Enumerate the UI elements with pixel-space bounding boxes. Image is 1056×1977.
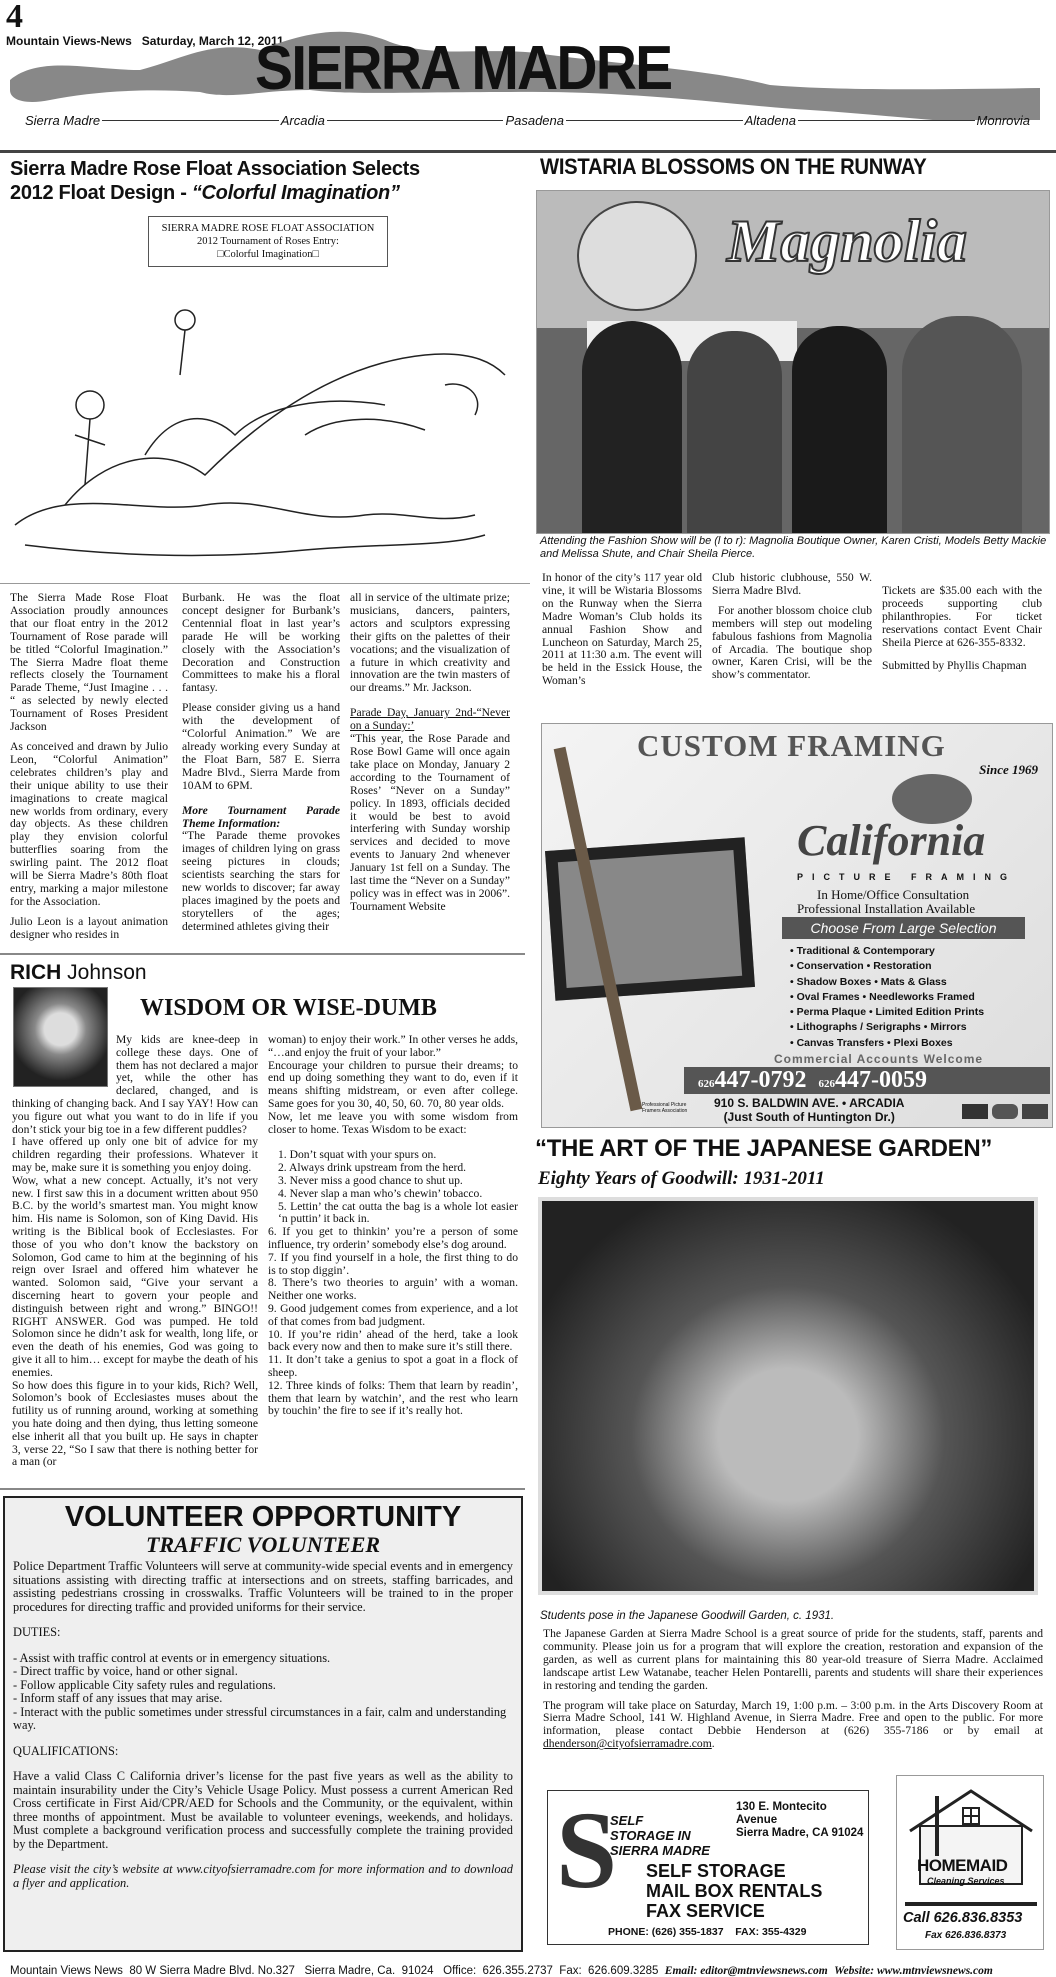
garden-subhead: Eighty Years of Goodwill: 1931-2011 xyxy=(538,1168,825,1189)
list-item: 8. There’s two theories to arguin’ with a woman. Neither one works. xyxy=(268,1276,518,1303)
framing-banner: Choose From Large Selection xyxy=(782,917,1025,939)
float-headline: Sierra Madre Rose Float Association Selects 2012 Float Design - “Colorful Imagination” xyxy=(10,158,420,204)
byline: Submitted by Phyllis Chapman xyxy=(882,658,1027,672)
float-bottom-rule xyxy=(0,953,525,955)
list-item: 3. Never miss a good chance to shut up. xyxy=(278,1173,463,1187)
volunteer-box xyxy=(3,1496,523,1952)
list-item: 6. If you get to thinkin’ you’re a person of some influence, try orderin’ somebody else’s dog around. xyxy=(268,1225,518,1251)
california-logo: California xyxy=(797,816,986,865)
magnolia-sign: Magnolia xyxy=(727,208,968,274)
framing-line-2: Professional Installation Available xyxy=(797,901,976,916)
paragraph: Wow, what a new concept. Actually, it’s not very new. I first saw this in a document written about 950 B.C. by the world’s smartest man. You might know him. His name is Solomon, son of King David. His writing is the Biblical book of Ecclesiastes. For those of you who don’t know the backstory on Solomon, God came to him at the beginning of his reign over Israel and offered him whatever he wanted. Solomon said, “Give your servant a discerning heart to govern your people and distinguish between right and wrong.” BINGO!! RIGHT ANSWER. God was pumped. He told Solomon since he didn’t ask for wealth, long life, or even the death of his enemies, God was going to give it all to him… except for maybe the death of his enemies. xyxy=(12,1173,258,1379)
town: Arcadia xyxy=(280,113,325,128)
paragraph: Now, let me leave you with some wisdom from closer to home. Texas Wisdom to be exact: xyxy=(268,1109,518,1136)
framing-commercial: Commercial Accounts Welcome xyxy=(774,1052,984,1066)
garden-headline: “THE ART OF THE JAPANESE GARDEN” xyxy=(535,1135,993,1162)
footer-email[interactable]: Email: editor@mtnviewsnews.com xyxy=(664,1965,828,1977)
storage-services: SELF STORAGE MAIL BOX RENTALS FAX SERVICE xyxy=(646,1861,823,1921)
paragraph: So how does this figure in to your kids, Rich? Well, Solomon’s book of Ecclesiastes muses about the futility us of running around, working at something you hate doing and then dying, thus letting someone else inherit all that you built up. He says in chapter 3, verse 22, “So I saw that there is nothing better for a man (or xyxy=(12,1378,258,1469)
service-item: • Oval Frames • Needleworks Framed xyxy=(790,990,975,1003)
duty-item: - Assist with traffic control at events or in emergency situations. xyxy=(13,1650,331,1665)
wistaria-col-2 xyxy=(712,572,872,689)
garden-text xyxy=(543,1628,1043,1758)
storage-brand: SELF STORAGE IN SIERRA MADRE xyxy=(610,1813,710,1858)
paper-date: Mountain Views-News Saturday, March 12, 2011 xyxy=(6,34,284,48)
fashion-show-photo xyxy=(536,190,1050,534)
homemaid-ad[interactable] xyxy=(896,1775,1044,1950)
paragraph: Tickets are $35.00 each with the proceeds supporting club philanthropies. For ticket reservations contact Event Chair Sheila Pierce at 626-355-8332. xyxy=(882,584,1042,649)
duty-item: - Direct traffic by voice, hand or other signal. xyxy=(13,1664,238,1678)
service-item: • Conservation • Restoration xyxy=(790,960,932,973)
self-storage-ad[interactable] xyxy=(547,1790,869,1945)
float-image-label: SIERRA MADRE ROSE FLOAT ASSOCIATION 2012 Tournament of Roses Entry: □Colorful Imagination□ xyxy=(148,216,388,267)
town: Altadena xyxy=(744,113,796,128)
list-item: 1. Don’t squat with your spurs on. xyxy=(278,1148,437,1162)
framing-since: Since 1969 xyxy=(979,762,1038,777)
volunteer-closing: Please visit the city’s website at www.cityofsierramadre.com for more information and to download a flyer and application. xyxy=(13,1862,513,1890)
framing-line-1: In Home/Office Consultation xyxy=(817,887,970,902)
footer xyxy=(10,1953,1056,1977)
town: Pasadena xyxy=(505,113,564,128)
towns-line xyxy=(25,113,1030,128)
garden-photo xyxy=(538,1197,1038,1595)
paragraph: Encourage your children to pursue their dreams; to end up doing something they want to do, even if it means shifting midstream, or even after college. Same goes for you 30, 40, 50, 60. 70, 80 year olds. xyxy=(268,1058,518,1110)
homemaid-phone: Call 626.836.8353 xyxy=(903,1910,1023,1926)
wistaria-col-1 xyxy=(542,572,702,717)
list-item: 7. If you find yourself in a hole, the first thing to do is to stop diggin’. xyxy=(268,1250,518,1277)
duty-item: - Inform staff of any issues that may arise. xyxy=(13,1691,223,1705)
qualifications-text: Have a valid Class C California driver’s license for the past five years as well as the ability to maintain insurability under the City’s Vehicle Usage Policy. Must possess a current American Red Cross certificate in First Aid/CPR/AED for Schools and the Community, or the equivalent, within three months of appointment. Must be available to volunteer evenings, weekends, and holidays. Must complete a background verification process and successfully complete the training provided by the Department. xyxy=(13,1769,513,1851)
framing-phones: 626447-0792 626447-0059 xyxy=(684,1067,1050,1094)
paragraph: Julio Leon is a layout animation designer who resides in xyxy=(10,914,168,941)
footer-address: Mountain Views News 80 W Sierra Madre Blvd. No.327 Sierra Madre, Ca. 91024 Office: 626.355.2737 Fax: 626.609.3285 xyxy=(10,1965,659,1977)
service-item: • Traditional & Contemporary xyxy=(790,945,935,957)
column-title: WISDOM OR WISE-DUMB xyxy=(140,995,437,1021)
service-item: • Shadow Boxes • Mats & Glass xyxy=(790,975,947,988)
header-rule xyxy=(0,150,1056,153)
float-divider xyxy=(0,583,530,584)
column-left-text xyxy=(12,1034,258,1469)
duty-item: - Interact with the public sometimes under stressful circumstances in a fair, calm and understanding way. xyxy=(13,1704,507,1732)
paragraph: In honor of the city’s 117 year old vine, it will be Wistaria Blossoms on the Runway when the Sierra Madre Woman’s Club holds its annual Fashion Show and Luncheon on Saturday, March 25, 2011 at 11:30 a.m. The event will be held in the Essick House, the Woman’s xyxy=(542,572,702,688)
paragraph: The program will take place on Saturday, March 19, 1:00 p.m. – 3:00 p.m. in the Arts Discovery Room at Sierra Madre School, 141 W. Highland Avenue, in Sierra Madre. Free and open to the public. For more information, please contact Debbie Henderson at (626) 355-7186 or by email at dhenderson@cityofsierramadre.com. xyxy=(543,1698,1043,1751)
subhead: Parade Day, January 2nd-“Never on a Sunday:’ xyxy=(350,706,510,733)
paragraph: The Japanese Garden at Sierra Madre School is a great source of pride for the students, staff, parents and community. Please join us for a program that will explore the creation, restoration and expansion of the garden, as well as current plans for maintaining this 80 year-old treasure of Sierra Madre. Acclaimed landscape artist Lew Watanabe, teacher Helen Pontarelli, parents and students will share their experiences in restoring and tending the garden. xyxy=(543,1627,1043,1692)
homemaid-tagline: Cleaning Services xyxy=(927,1876,1005,1886)
qualifications-label: QUALIFICATIONS: xyxy=(13,1743,119,1758)
town: Sierra Madre xyxy=(25,113,101,128)
masthead-title: SIERRA MADRE xyxy=(255,34,672,103)
wistaria-col-3 xyxy=(882,585,1042,679)
paragraph: “This year, the Rose Parade and Rose Bowl Game will once again take place on Monday, January 2 according to the Tournament of Roses’ “Never on a Sunday” policy. In 1893, officials decided it would be best to avoid interfering with Sunday worship services and decided to move events to January 2nd whenever January 1st fell on a Sunday. The last time the “Never on a Sunday” policy was in effect was in 2006”. Tournament Website xyxy=(350,732,510,913)
list-item: 2. Always drink upstream from the herd. xyxy=(278,1161,467,1175)
framing-services xyxy=(790,944,984,1051)
service-item: • Perma Plaque • Limited Edition Prints xyxy=(790,1006,985,1019)
volunteer-title: VOLUNTEER OPPORTUNITY xyxy=(64,1501,462,1533)
list-item: 11. It don’t take a genius to spot a goat in a flock of sheep. xyxy=(268,1353,518,1379)
paragraph: all in service of the ultimate prize; musicians, dancers, painters, actors and sculptors expressing their gifts on the palettes of their vocations; and the visualization of a future in which creativity and innovation are the twin masters of our dreams.” Mr. Jackson. xyxy=(350,591,510,695)
list-item: 9. Good judgement comes from experience, and a lot of that comes from bad judgment. xyxy=(268,1301,518,1328)
volunteer-intro: Police Department Traffic Volunteers will serve at community-wide special events and in emergency situations assisting with directing traffic at intersections and on streets, staffing barricades, and assisting pedestrians crossing in crosswalks. Traffic Volunteers will be trained to in the proper procedures for directing traffic and provided uniforms for their service. xyxy=(13,1559,513,1614)
fashion-photo-caption: Attending the Fashion Show will be (l to r): Magnolia Boutique Owner, Karen Cristi, Models Betty Mackie and Melissa Shute, and Chair Sheila Pierce. xyxy=(540,535,1047,560)
paragraph: My kids are knee-deep in college these days. One of them has not declared a major yet, while the other has declared, changed, and is thinking of changing back. And I say YAY! How can you figure out what you want to do in life if you don’t stick your big toe in a few different puddles? xyxy=(12,1033,258,1136)
paragraph: For another blossom choice club members will step out modeling fabulous fashions from Magnolia of Arcadia. The boutique shop owner, Karen Crisi, will be the show’s commentator. xyxy=(712,603,872,682)
easel-painting xyxy=(545,837,755,1001)
service-item: • Lithographs / Serigraphs • Mirrors xyxy=(790,1021,967,1034)
framing-title: CUSTOM FRAMING xyxy=(637,728,946,763)
town: Monrovia xyxy=(976,113,1031,128)
footer-website[interactable]: Website: www.mtnviewsnews.com xyxy=(834,1965,993,1977)
paragraph: As conceived and drawn by Julio Leon, “Colorful Animation” celebrates children’s play and their unique ability to use their imaginations to create magical new worlds from ordinary, every day objects. As these children play they envision colorful butterflies soaring from the swirling paint. The 2012 float will be Sierra Madre’s 80th float entry, marking a major milestone for the Association. xyxy=(10,739,168,908)
paragraph: Club historic clubhouse, 550 W. Sierra Madre Blvd. xyxy=(712,571,872,597)
page-number: 4 xyxy=(6,0,23,35)
homemaid-logo: HOMEMAID xyxy=(917,1856,1008,1875)
paragraph: I have offered up only one bit of advice for my children regarding their professions. Whatever it may be, make sure it is something you enjoy doing. xyxy=(12,1135,258,1174)
garden-photo-caption: Students pose in the Japanese Goodwill Garden, c. 1931. xyxy=(540,1610,835,1622)
duties-label: DUTIES: xyxy=(13,1625,61,1639)
list-item: 12. Three kinds of folks: Them that learn by readin’, them that learn by watchin’, and the rest who learn by touchin’ the fire to see if it’s really hot. xyxy=(268,1378,518,1418)
column-bottom-rule xyxy=(0,1488,525,1490)
subhead: More Tournament Parade Theme Information: xyxy=(182,803,340,830)
storage-s-logo: S xyxy=(556,1789,618,1911)
credit-card-icons xyxy=(962,1104,1048,1119)
wisdom-list xyxy=(268,1149,518,1226)
paragraph: Please consider giving us a hand with the development of “Colorful Animation.” We are already working every Sunday at the Float Barn, 587 E. Sierra Madre Blvd., Sierra Marde from 10AM to 6PM. xyxy=(182,701,340,792)
email-link[interactable]: dhenderson@cityofsierramadre.com xyxy=(543,1737,712,1751)
float-text-col-2 xyxy=(182,592,340,941)
paragraph: “The Parade theme provokes images of children lying on grass seeing pictures in clouds; scientists searching the stars for new worlds to discover; far away places imagined by the poets and storytellers of the ages; determined athletes giving their xyxy=(182,829,340,933)
volunteer-subtitle: TRAFFIC VOLUNTEER xyxy=(145,1532,381,1557)
service-item: • Canvas Transfers • Plexi Boxes xyxy=(790,1036,953,1049)
paragraph: woman) to enjoy their work.” In other verses he adds, “…and enjoy the fruit of your labor.” xyxy=(268,1033,518,1059)
framing-brand-sub: PICTURE FRAMING xyxy=(797,872,1016,882)
storage-contact: PHONE: (626) 355-1837 FAX: 355-4329 xyxy=(608,1926,807,1938)
storage-address: 130 E. Montecito Avenue Sierra Madre, CA 91024 xyxy=(736,1801,864,1839)
column-author: RICH Johnson xyxy=(10,961,147,984)
homemaid-fax: Fax 626.836.8373 xyxy=(925,1930,1007,1941)
float-design-sketch xyxy=(5,285,525,575)
paragraph: The Sierra Made Rose Float Association proudly announces that our float entry in the 2012 Tournament of Rose parade will be titled “Colorful Imagination.” The Sierra Madre float theme reflects closely the Tournament Parade Theme, “Just Imagine . . . “ as selected by newly elected Tournament of Roses President Jackson xyxy=(10,591,168,734)
float-text-col-1 xyxy=(10,592,168,949)
duty-item: - Follow applicable City safety rules and regulations. xyxy=(13,1677,276,1692)
custom-framing-ad[interactable] xyxy=(541,723,1053,1128)
list-item: 4. Never slap a man who’s chewin’ tobacco. xyxy=(278,1186,483,1200)
list-item: 10. If you’re ridin’ ahead of the herd, take a look back every now and then to make sure it’s still there. xyxy=(268,1327,518,1354)
list-item: 5. Lettin’ the cat outta the bag is a whole lot easier ‘n puttin’ it back in. xyxy=(278,1199,518,1226)
column-right-text xyxy=(268,1034,518,1418)
paragraph: Burbank. He was the float concept designer for Burbank’s Centennial float in last year’s parade He will be working closely with the Association’s Decoration and Construction Committees to make his a floral fantasy. xyxy=(182,591,340,695)
float-text-col-3 xyxy=(350,592,510,921)
framing-address: 910 S. BALDWIN AVE. • ARCADIA (Just South of Huntington Dr.) xyxy=(714,1096,905,1124)
ppfa-member-logo: Professional Picture Framers Association xyxy=(642,1102,688,1114)
wistaria-headline: WISTARIA BLOSSOMS ON THE RUNWAY xyxy=(540,154,927,179)
